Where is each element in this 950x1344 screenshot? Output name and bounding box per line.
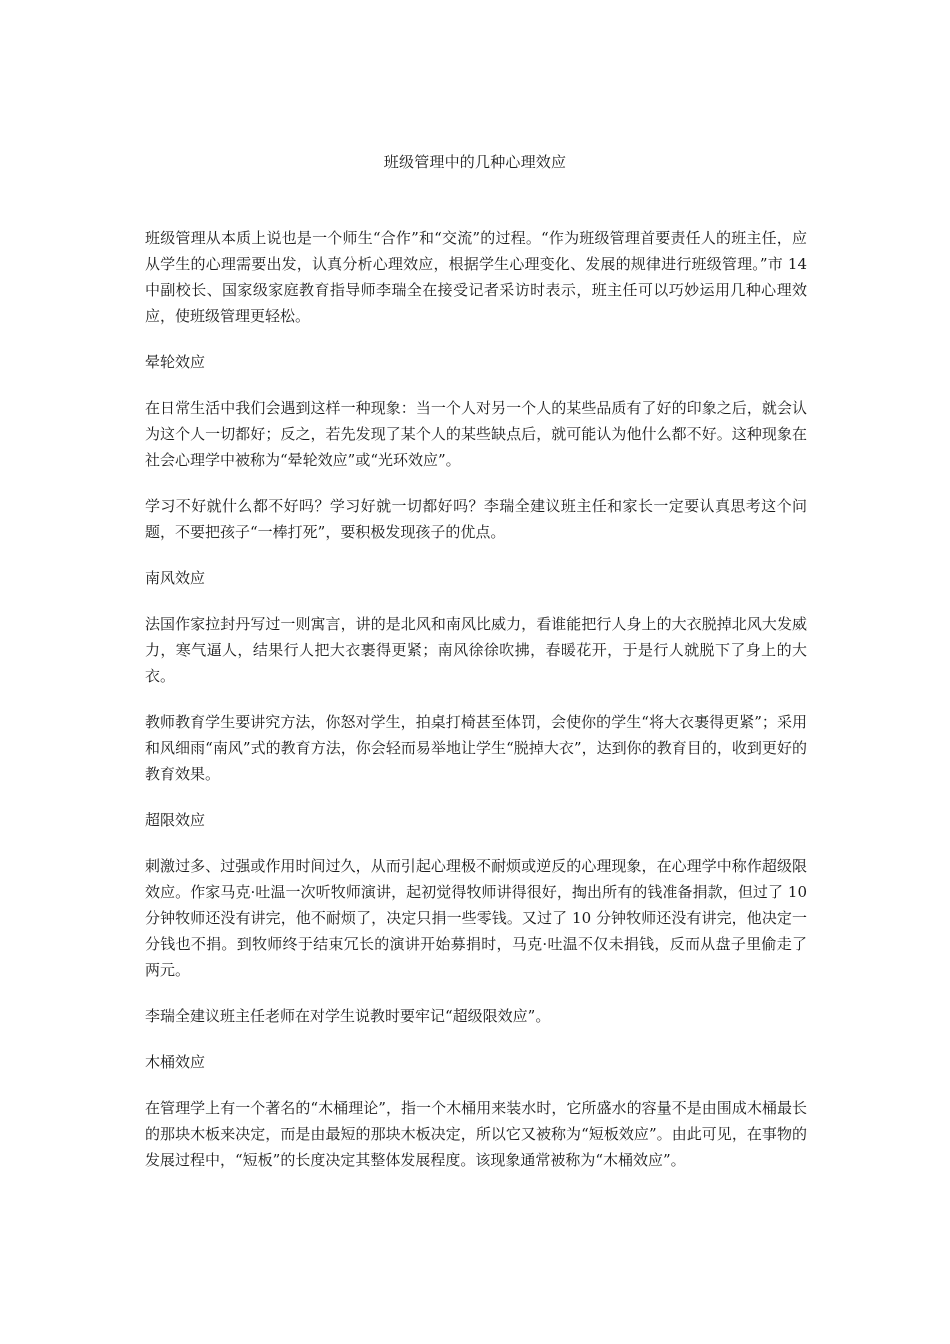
halo-effect-paragraph-1: 在日常生活中我们会遇到这样一种现象：当一个人对另一个人的某些品质有了好的印象之后，就会认为这个人一切都好；反之，若先发现了某个人的某些缺点后，就可能认为他什么都不好。这种现象在社会心理学中被称为“晕轮效应”或“光环效应”。 [145, 399, 807, 469]
intro-paragraph: 班级管理从本质上说也是一个师生“合作”和“交流”的过程。“作为班级管理首要责任人的班主任，应从学生的心理需要出发，认真分析心理效应，根据学生心理变化、发展的规律进行班级管理。”市 14 中副校长、国家级家庭教育指导师李瑞全在接受记者采访时表示，班主任可以巧妙运用几种心理效应，使班级管理更轻松。 [145, 229, 807, 325]
bucket-effect-paragraph: 在管理学上有一个著名的“木桶理论”，指一个木桶用来装水时，它所盛水的容量不是由围成木桶最长的那块木板来决定，而是由最短的那块木板决定，所以它又被称为“短板效应”。由此可见，在事物的发展过程中，“短板”的长度决定其整体发展程度。该现象通常被称为“木桶效应”。 [145, 1099, 807, 1169]
document-body [145, 225, 807, 1193]
section-heading-bucket-effect: 木桶效应 [145, 1053, 206, 1071]
overlimit-paragraph-2: 李瑞全建议班主任老师在对学生说教时要牢记“超级限效应”。 [145, 1007, 551, 1025]
halo-effect-paragraph-2: 学习不好就什么都不好吗？学习好就一切都好吗？李瑞全建议班主任和家长一定要认真思考这个问题，不要把孩子“一棒打死”，要积极发现孩子的优点。 [145, 497, 807, 541]
section-heading-overlimit-effect: 超限效应 [145, 811, 206, 829]
overlimit-paragraph-1: 刺激过多、过强或作用时间过久，从而引起心理极不耐烦或逆反的心理现象，在心理学中称作超级限效应。作家马克·吐温一次听牧师演讲，起初觉得牧师讲得很好，掏出所有的钱准备捐款，但过了 10 分钟牧师还没有讲完，他不耐烦了，决定只捐一些零钱。又过了 10 分钟牧师还没有讲完，他决定一分钱也不捐。到牧师终于结束冗长的演讲开始募捐时，马克·吐温不仅未捐钱，反而从盘子里偷走了两元。 [145, 857, 807, 979]
section-heading-halo-effect: 晕轮效应 [145, 353, 206, 371]
document-title: 班级管理中的几种心理效应 [383, 153, 567, 171]
south-wind-paragraph-2: 教师教育学生要讲究方法，你怒对学生，拍桌打椅甚至体罚，会使你的学生“将大衣裹得更紧”；采用和风细雨“南风”式的教育方法，你会轻而易举地让学生“脱掉大衣”，达到你的教育目的，收到更好的教育效果。 [145, 713, 807, 783]
section-heading-south-wind-effect: 南风效应 [145, 569, 206, 587]
south-wind-paragraph-1: 法国作家拉封丹写过一则寓言，讲的是北风和南风比威力，看谁能把行人身上的大衣脱掉北风大发威力，寒气逼人，结果行人把大衣裹得更紧；南风徐徐吹拂，春暖花开，于是行人就脱下了身上的大衣。 [145, 615, 807, 685]
